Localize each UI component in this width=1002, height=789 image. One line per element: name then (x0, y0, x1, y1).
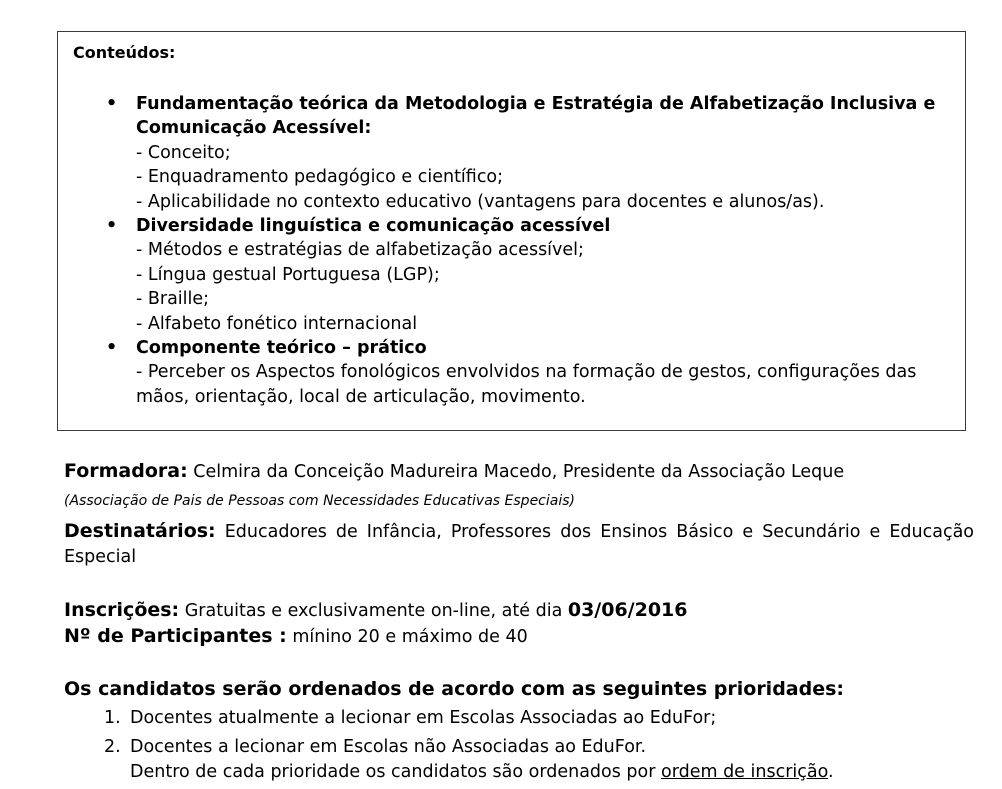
prioridades-note-prefix: Dentro de cada prioridade os candidatos são ordenados por (130, 762, 661, 782)
list-subitem: - Enquadramento pedagógico e científico; (136, 167, 504, 188)
list-item-number: 2. (104, 737, 121, 757)
participantes-value: mínino 20 e máximo de 40 (286, 627, 528, 647)
list-item (106, 336, 951, 409)
formadora-note: (Associação de Pais de Pessoas com Necessidades Educativas Especiais) (64, 493, 575, 509)
inscricoes-line (64, 599, 688, 621)
list-item (104, 704, 716, 733)
prioridades-note (130, 762, 834, 782)
list-item-heading: Componente teórico – prático (136, 338, 427, 359)
list-subitem: - Métodos e estratégias de alfabetização acessível; (136, 240, 584, 261)
list-subitem: - Braille; (136, 289, 210, 310)
formadora-line (64, 460, 844, 482)
list-item (106, 92, 951, 214)
list-item-text: Docentes a lecionar em Escolas não Associadas ao EduFor. (130, 737, 647, 757)
ordem-inscricao-text: ordem de inscrição (661, 762, 829, 782)
contents-title: Conteúdos: (73, 43, 176, 62)
list-item-text: Docentes atualmente a lecionar em Escolas Associadas ao EduFor; (130, 708, 717, 728)
destinatarios-value: Educadores de Infância, Professores dos Ensinos Básico e Secundário e Educação Especial (64, 522, 974, 567)
participantes-line (64, 625, 528, 647)
list-subitem: - Conceito; (136, 142, 231, 163)
prioridades-heading: Os candidatos serão ordenados de acordo com as seguintes prioridades: (64, 678, 845, 700)
bullet-icon: • (106, 338, 118, 359)
list-item-heading: Diversidade linguística e comunicação acessível (136, 216, 611, 237)
list-item-heading: Fundamentação teórica da Metodologia e Estratégia de Alfabetização Inclusiva e Comunicação Acessível: (136, 94, 936, 139)
inscricoes-label: Inscrições: (64, 599, 180, 621)
bullet-icon: • (106, 216, 118, 237)
prioridades-title (64, 678, 844, 700)
list-item (106, 214, 951, 336)
bullet-icon: • (106, 94, 118, 114)
participantes-label: Nº de Participantes : (64, 625, 287, 647)
prioridades-note-suffix: . (828, 762, 834, 782)
list-item (104, 733, 716, 762)
list-subitem: - Alfabeto fonético internacional (136, 313, 418, 334)
prioridades-list (104, 704, 716, 762)
inscricoes-date: 03/06/2016 (567, 599, 688, 621)
inscricoes-value: Gratuitas e exclusivamente on-line, até dia (179, 601, 568, 621)
contents-box (57, 31, 966, 431)
destinatarios-label: Destinatários: (64, 520, 216, 542)
formadora-value: Celmira da Conceição Madureira Macedo, Presidente da Associação Leque (187, 462, 845, 482)
destinatarios-paragraph (64, 519, 974, 570)
formadora-label: Formadora: (64, 460, 188, 482)
list-item-number: 1. (104, 708, 121, 728)
contents-list (106, 92, 951, 409)
list-subitem: - Perceber os Aspectos fonológicos envolvidos na formação de gestos, configurações das mãos, orientação, local de articulação, movimento. (136, 362, 917, 407)
list-subitem: - Língua gestual Portuguesa (LGP); (136, 264, 440, 285)
list-subitem: - Aplicabilidade no contexto educativo (vantagens para docentes e alunos/as). (136, 191, 825, 212)
